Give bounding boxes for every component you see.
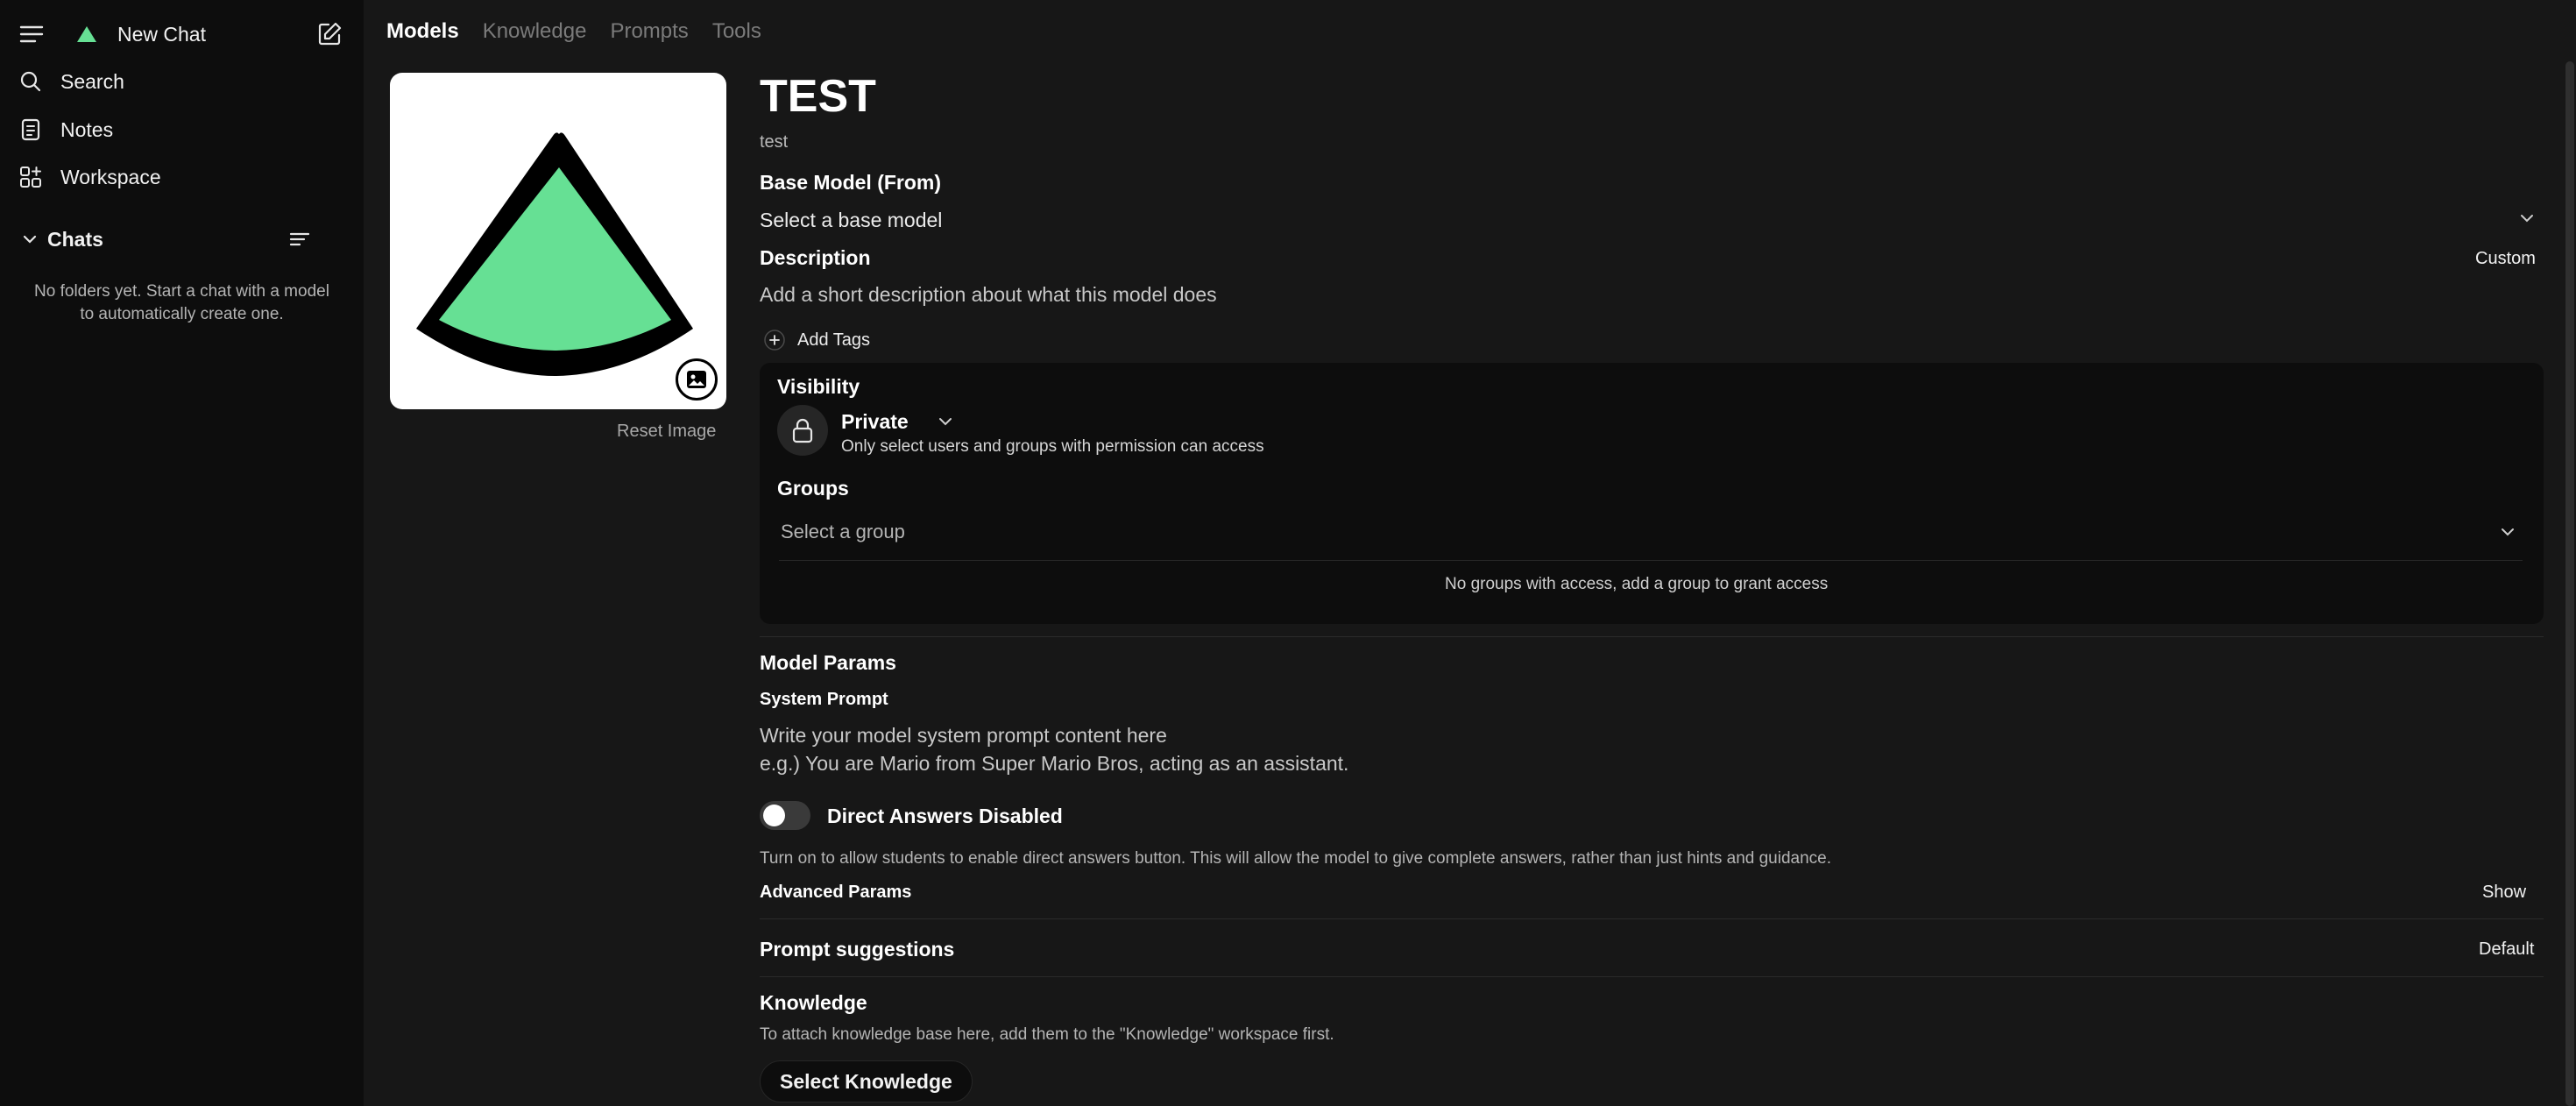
model-image[interactable] bbox=[390, 73, 726, 409]
sidebar bbox=[0, 0, 364, 1106]
group-select[interactable] bbox=[779, 512, 2523, 561]
chevron-down-icon[interactable] bbox=[22, 233, 38, 249]
visibility-label: Visibility bbox=[777, 375, 860, 398]
lock-icon bbox=[777, 405, 828, 456]
chats-section-title[interactable]: Chats bbox=[47, 228, 103, 251]
search-icon bbox=[19, 70, 42, 97]
chevron-down-icon bbox=[2500, 526, 2516, 542]
notes-icon bbox=[21, 118, 40, 145]
system-prompt-label: System Prompt bbox=[760, 690, 888, 709]
sort-icon[interactable] bbox=[289, 231, 310, 252]
groups-empty-text: No groups with access, add a group to grant access bbox=[1445, 575, 1829, 593]
logo-icon bbox=[75, 25, 98, 48]
new-chat-link[interactable]: New Chat bbox=[117, 23, 206, 46]
visibility-value: Private bbox=[841, 410, 909, 433]
visibility-hint: Only select users and groups with permission can access bbox=[841, 437, 1264, 456]
upload-image-button[interactable] bbox=[676, 358, 718, 401]
toggle-knob bbox=[763, 805, 785, 826]
scrollbar[interactable] bbox=[2565, 61, 2574, 1106]
group-select-placeholder: Select a group bbox=[781, 521, 905, 542]
model-name-input[interactable]: TEST bbox=[760, 71, 876, 122]
advanced-params-toggle[interactable]: Show bbox=[2482, 883, 2527, 902]
system-prompt-placeholder-line-1: Write your model system prompt content here bbox=[760, 724, 1167, 747]
select-knowledge-button[interactable]: Select Knowledge bbox=[760, 1060, 973, 1102]
compose-icon[interactable] bbox=[316, 21, 343, 52]
access-control-panel bbox=[760, 363, 2544, 624]
menu-icon[interactable] bbox=[19, 25, 44, 48]
description-mode-toggle[interactable]: Custom bbox=[2475, 249, 2536, 268]
model-logo-image bbox=[390, 73, 726, 409]
model-editor bbox=[760, 0, 2547, 1106]
chevron-down-icon bbox=[2519, 212, 2535, 228]
tab-tools[interactable]: Tools bbox=[711, 19, 761, 43]
knowledge-label: Knowledge bbox=[760, 991, 867, 1014]
direct-answers-label: Direct Answers Disabled bbox=[827, 805, 1063, 827]
divider bbox=[760, 976, 2544, 977]
model-id-input[interactable]: test bbox=[760, 132, 789, 152]
knowledge-hint: To attach knowledge base here, add them to the "Knowledge" workspace first. bbox=[760, 1025, 1334, 1044]
divider bbox=[760, 636, 2544, 637]
groups-label: Groups bbox=[777, 477, 849, 500]
plus-icon bbox=[763, 329, 786, 356]
chevron-down-icon bbox=[938, 415, 953, 431]
sidebar-item-label: Notes bbox=[60, 118, 114, 141]
workspace-icon bbox=[19, 166, 42, 193]
system-prompt-placeholder-line-2: e.g.) You are Mario from Super Mario Bros, acting as an assistant. bbox=[760, 752, 1349, 775]
sidebar-item-label: Workspace bbox=[60, 166, 161, 188]
image-icon bbox=[685, 369, 708, 390]
base-model-placeholder: Select a base model bbox=[760, 209, 943, 231]
reset-image-button[interactable]: Reset Image bbox=[617, 422, 717, 441]
model-params-title: Model Params bbox=[760, 651, 896, 674]
add-tags-label: Add Tags bbox=[797, 330, 871, 350]
tab-prompts[interactable]: Prompts bbox=[610, 19, 689, 43]
advanced-params-label: Advanced Params bbox=[760, 883, 912, 902]
divider bbox=[760, 918, 2544, 919]
tab-knowledge[interactable]: Knowledge bbox=[482, 19, 587, 43]
description-label: Description bbox=[760, 246, 871, 269]
tab-models[interactable]: Models bbox=[386, 19, 459, 43]
workspace-tabs bbox=[386, 19, 761, 44]
prompt-suggestions-label: Prompt suggestions bbox=[760, 938, 955, 961]
prompt-suggestions-toggle[interactable]: Default bbox=[2479, 939, 2535, 959]
direct-answers-hint: Turn on to allow students to enable direct answers button. This will allow the model to give complete answers, rather than just hints and guidance. bbox=[760, 849, 1832, 868]
base-model-label: Base Model (From) bbox=[760, 171, 942, 194]
sidebar-item-label: Search bbox=[60, 70, 124, 93]
empty-folders-text: No folders yet. Start a chat with a model to automatically create one. bbox=[34, 282, 329, 323]
direct-answers-toggle[interactable] bbox=[760, 801, 810, 830]
description-input[interactable]: Add a short description about what this model does bbox=[760, 283, 1217, 306]
